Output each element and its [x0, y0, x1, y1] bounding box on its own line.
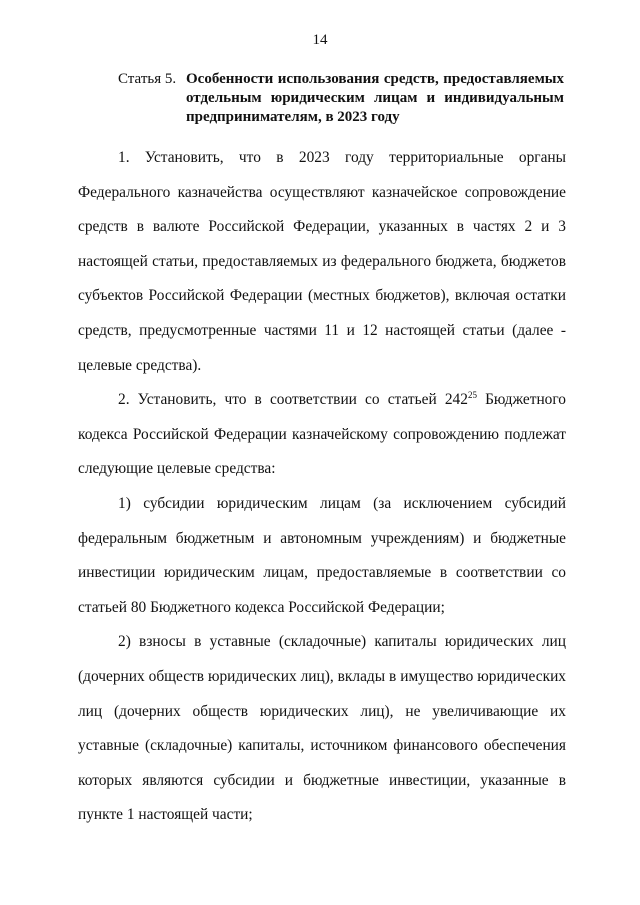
- article-body: [78, 141, 566, 833]
- list-item-1: 1) субсидии юридическим лицам (за исключением субсидий федеральным бюджетным и автономным учреждениям) и бюджетные инвестиции юридическим лицам, предоставляемые в соответствии со статьей 80 Бюджетного кодекса Российской Федерации;: [78, 494, 566, 616]
- page-number: 14: [312, 32, 328, 48]
- paragraph-2-text-end: Бюджетного кодекса Российской Федерации казначейскому сопровождению подлежат следующие целевые средства:: [78, 391, 566, 478]
- paragraph-1: 1. Установить, что в 2023 году территориальные органы Федерального казначейства осуществляют казначейское сопровождение средств в валюте Российской Федерации, указанных в частях 2 и 3 настоящей статьи, предоставляемых из федерального бюджета, бюджетов субъектов Российской Федерации (местных бюджетов), включая остатки средств, предусмотренные частями 11 и 12 настоящей статьи (далее - целевые средства).: [78, 149, 566, 374]
- article-title: Особенности использования средств, предоставляемых отдельным юридическим лицам и индивидуальным предпринимателям, в 2023 году: [186, 71, 564, 125]
- paragraph-2-text-start: 2. Установить, что в соответствии со статьей 242: [118, 391, 468, 409]
- article-heading: [118, 70, 564, 127]
- article-label: Статья 5.: [118, 71, 177, 87]
- paragraph-2: [78, 383, 566, 487]
- article-superscript: 25: [467, 390, 477, 401]
- list-item-2: 2) взносы в уставные (складочные) капиталы юридических лиц (дочерних обществ юридических лиц), вклады в имущество юридических лиц (дочерних обществ юридических лиц), не увеличивающие их уставные (складочные) капиталы, источником финансового обеспечения которых являются субсидии и бюджетные инвестиции, указанные в пункте 1 настоящей части;: [78, 633, 566, 824]
